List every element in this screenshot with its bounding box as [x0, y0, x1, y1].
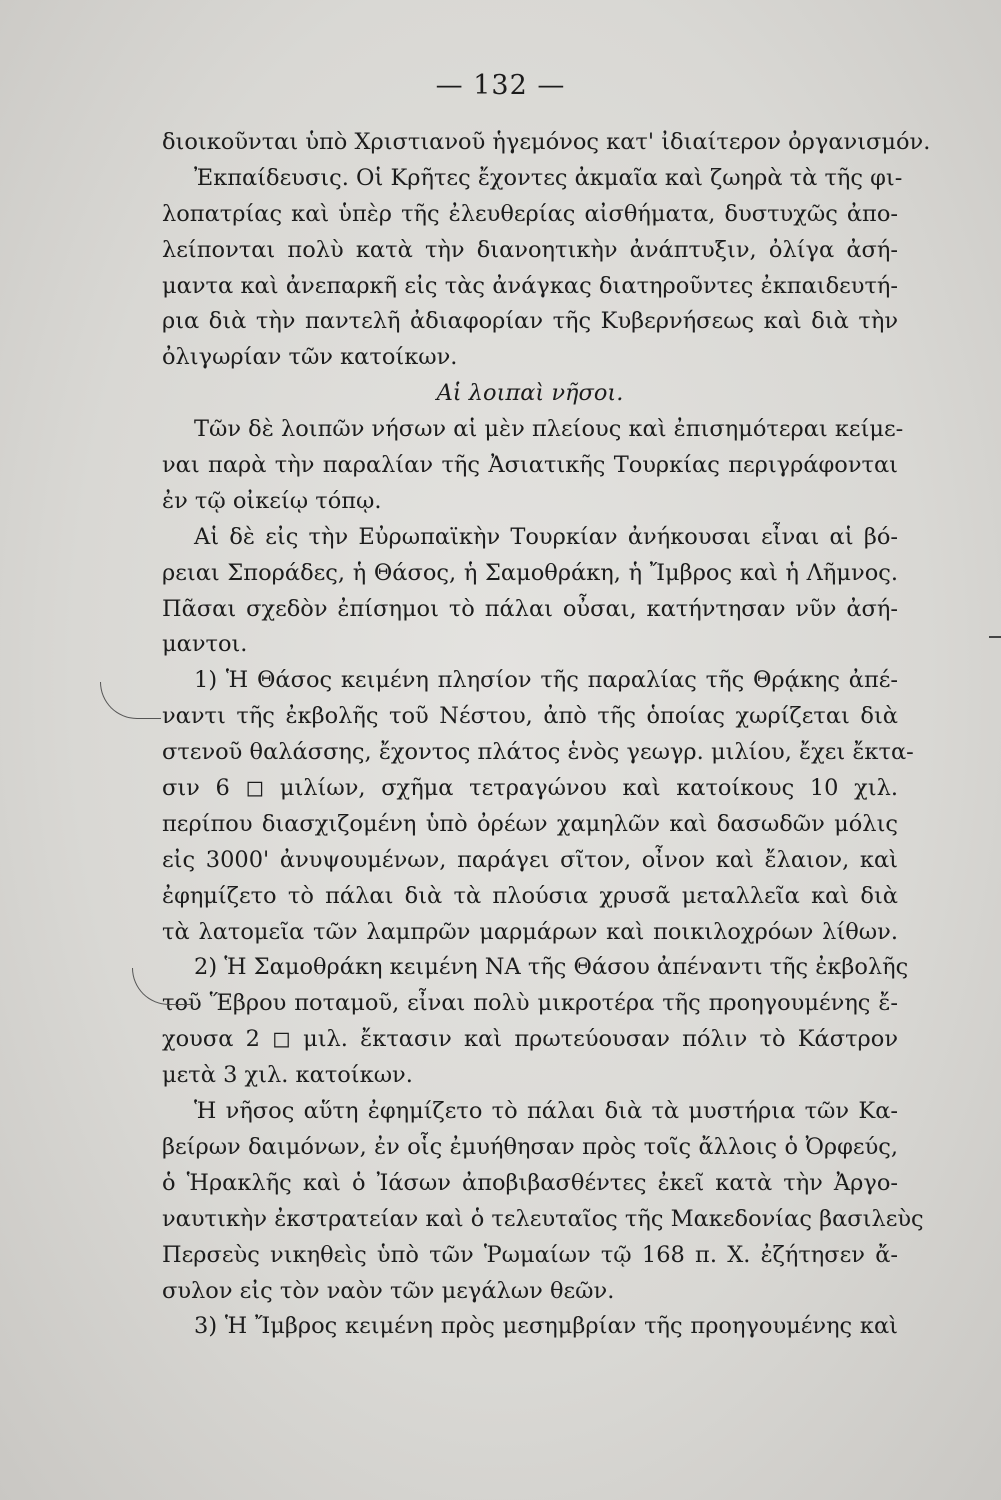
text-line: βείρων δαιμόνων, ἐν οἷς ἐμυήθησαν πρὸς τοῖς ἄλλοις ὁ Ὀρφεύς,	[162, 1133, 898, 1160]
body-text	[162, 125, 931, 1345]
text-line: λείπονται πολὺ κατὰ τὴν διανοητικὴν ἀνάπτυξιν, ὀλίγα ἀσή-	[162, 236, 898, 263]
text-line: στενοῦ θαλάσσης, ἔχοντος πλάτος ἑνὸς γεωγρ. μιλίου, ἔχει ἔκτα-	[162, 739, 914, 766]
text-line: 2) Ἡ Σαμοθράκη κειμένη ΝΑ τῆς Θάσου ἀπέναντι τῆς ἐκβολῆς	[194, 954, 909, 981]
text-line: Ἡ νῆσος αὕτη ἐφημίζετο τὸ πάλαι διὰ τὰ μυστήρια τῶν Κα-	[194, 1098, 898, 1125]
text-line: 1) Ἡ Θάσος κειμένη πλησίον τῆς παραλίας τῆς Θρᾴκης ἀπέ-	[194, 667, 898, 694]
text-line: ὀλιγωρίαν τῶν κατοίκων.	[162, 344, 458, 371]
pencil-mark	[100, 682, 161, 719]
text-line: ναντι τῆς ἐκβολῆς τοῦ Νέστου, ἀπὸ τῆς ὁποίας χωρίζεται διὰ	[162, 703, 898, 730]
text-line: Ἐκπαίδευσις. Οἱ Κρῆτες ἔχοντες ἀκμαῖα καὶ ζωηρὰ τὰ τῆς φι-	[194, 164, 903, 191]
text-line: ἐν τῷ οἰκείῳ τόπῳ.	[162, 487, 382, 514]
pencil-mark	[132, 968, 193, 1005]
text-line: διοικοῦνται ὑπὸ Χριστιανοῦ ἡγεμόνος κατ' ἰδιαίτερον ὀργανισμόν.	[162, 129, 931, 155]
text-line: Τῶν δὲ λοιπῶν νήσων αἱ μὲν πλείους καὶ ἐπισημότεραι κείμε-	[194, 416, 904, 443]
text-line: Αἱ λοιπαὶ νῆσοι.	[436, 380, 624, 407]
text-line: λοπατρίας καὶ ὑπὲρ τῆς ἐλευθερίας αἰσθήματα, δυστυχῶς ἀπο-	[162, 200, 898, 227]
text-line: Περσεὺς νικηθεὶς ὑπὸ τῶν Ῥωμαίων τῷ 168 π. Χ. ἐζήτησεν ἄ-	[162, 1241, 898, 1268]
text-line: ὁ Ἡρακλῆς καὶ ὁ Ἰάσων ἀποβιβασθέντες ἐκεῖ κατὰ τὴν Ἀργο-	[162, 1169, 898, 1196]
text-line: 3) Ἡ Ἴμβρος κειμένη πρὸς μεσημβρίαν τῆς προηγουμένης καὶ	[194, 1313, 898, 1340]
text-line: μαντοι.	[162, 631, 248, 658]
page-number: — 132 —	[435, 70, 566, 101]
text-line: ἐφημίζετο τὸ πάλαι διὰ τὰ πλούσια χρυσᾶ μεταλλεῖα καὶ διὰ	[162, 882, 898, 909]
text-line: περίπου διασχιζομένη ὑπὸ ὀρέων χαμηλῶν καὶ δασωδῶν μόλις	[162, 810, 898, 837]
text-line: ναυτικὴν ἐκστρατείαν καὶ ὁ τελευταῖος τῆς Μακεδονίας βασιλεὺς	[162, 1205, 924, 1232]
text-line: χουσα 2 ◻ μιλ. ἔκτασιν καὶ πρωτεύουσαν πόλιν τὸ Κάστρον	[162, 1026, 898, 1053]
text-line: ρειαι Σποράδες, ἡ Θάσος, ἡ Σαμοθράκη, ἡ Ἴμβρος καὶ ἡ Λῆμνος.	[162, 559, 898, 586]
text-line: μαντα καὶ ἀνεπαρκῆ εἰς τὰς ἀνάγκας διατηροῦντες ἐκπαιδευτή-	[162, 272, 898, 299]
text-line: ρια διὰ τὴν παντελῆ ἀδιαφορίαν τῆς Κυβερνήσεως καὶ διὰ τὴν	[162, 308, 898, 335]
text-line: Πᾶσαι σχεδὸν ἐπίσημοι τὸ πάλαι οὖσαι, κατήντησαν νῦν ἀσή-	[162, 595, 898, 622]
text-line: μετὰ 3 χιλ. κατοίκων.	[162, 1062, 413, 1089]
text-line: τὰ λατομεῖα τῶν λαμπρῶν μαρμάρων καὶ ποικιλοχρόων λίθων.	[162, 918, 898, 945]
text-line: εἰς 3000' ἀνυψουμένων, παράγει σῖτον, οἶνον καὶ ἔλαιον, καὶ	[162, 846, 898, 873]
margin-tick	[989, 636, 1001, 638]
text-line: τοῦ Ἕβρου ποταμοῦ, εἶναι πολὺ μικροτέρα τῆς προηγουμένης ἔ-	[162, 990, 898, 1017]
text-line: Αἱ δὲ εἰς τὴν Εὐρωπαϊκὴν Τουρκίαν ἀνήκουσαι εἶναι αἱ βό-	[194, 523, 898, 550]
text-line: ναι παρὰ τὴν παραλίαν τῆς Ἀσιατικῆς Τουρκίας περιγράφονται	[162, 452, 898, 479]
text-line: σιν 6 ◻ μιλίων, σχῆμα τετραγώνου καὶ κατοίκους 10 χιλ.	[162, 775, 898, 802]
text-line: συλον εἰς τὸν ναὸν τῶν μεγάλων θεῶν.	[162, 1277, 615, 1304]
